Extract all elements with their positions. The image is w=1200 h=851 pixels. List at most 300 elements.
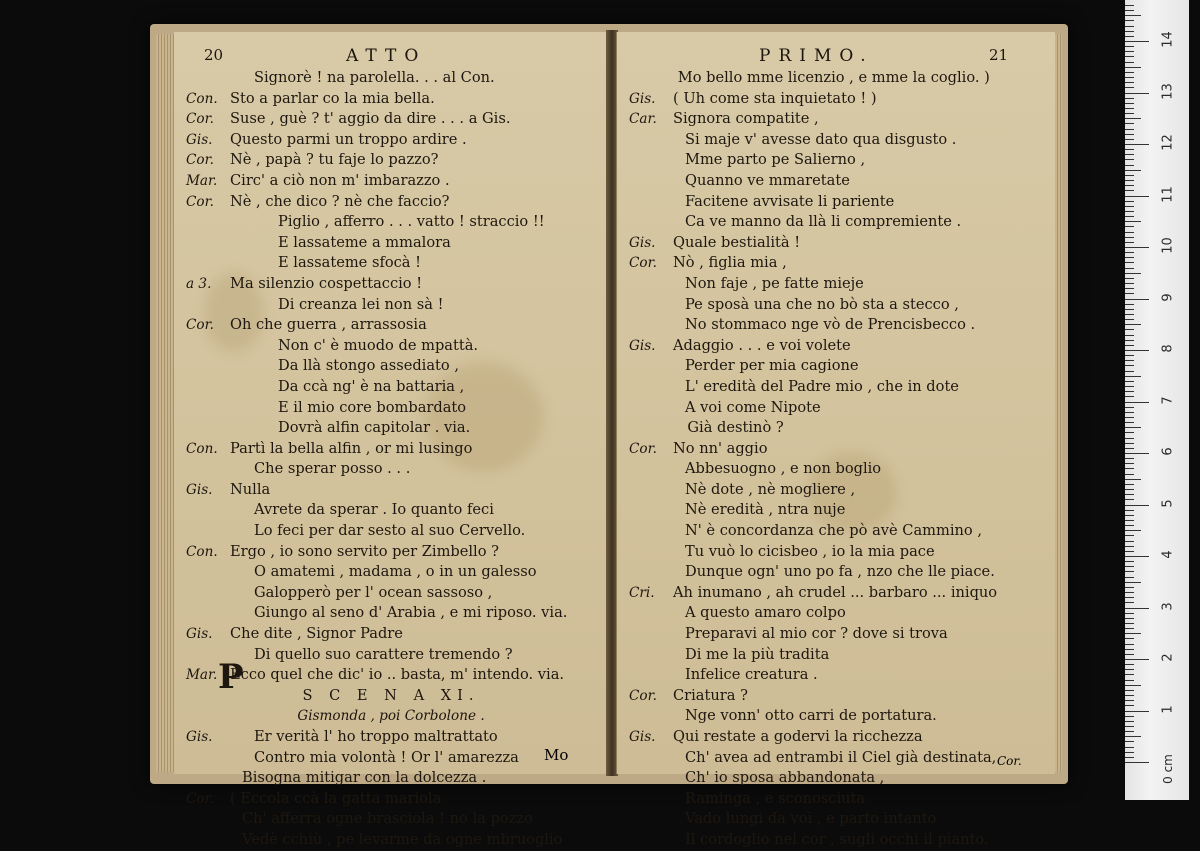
- scene-persons: Gismonda , poi Corbolone .: [297, 708, 485, 725]
- text-line: [617, 398, 1055, 419]
- ruler-tick: [1125, 705, 1134, 706]
- verse-text: Nge vonn' otto carri de portatura.: [685, 707, 937, 725]
- ruler-tick: [1125, 87, 1134, 88]
- page-edges-left: [156, 34, 174, 772]
- speaker-label: Mar.: [186, 667, 218, 684]
- ruler-tick: [1125, 484, 1134, 485]
- ruler-tick: [1125, 365, 1134, 366]
- verse-text: Nè dote , nè mogliere ,: [685, 480, 856, 498]
- verse-text: L' eredità del Padre mio , che in dote: [685, 377, 959, 395]
- ruler-tick: [1125, 237, 1134, 238]
- ruler-tick: [1125, 371, 1134, 372]
- ruler-tick: [1125, 448, 1134, 449]
- verse-text: Adaggio . . . e voi volete: [673, 336, 851, 354]
- right-text-block: [617, 68, 1055, 851]
- verse-text: Vedè cchiù , pe levarme da ogne mbruoglio: [242, 830, 563, 848]
- ruler-tick: [1125, 463, 1134, 464]
- ruler-tick: [1125, 118, 1141, 119]
- verse-text: Signora compatite ,: [673, 110, 819, 128]
- verse-text: Non c' è muodo de mpattà.: [278, 336, 479, 354]
- speaker-label: Gis.: [186, 729, 213, 745]
- ruler-tick: [1125, 628, 1134, 629]
- speaker-label: Cor.: [186, 152, 214, 169]
- verse-text: Ah inumano , ah crudel ... barbaro ... iniquo: [673, 583, 998, 601]
- ruler-tick: [1125, 458, 1134, 459]
- text-line: [174, 253, 608, 274]
- verse-text: O amatemi , madama , o in un galesso: [254, 563, 537, 581]
- ruler-tick: [1125, 695, 1134, 696]
- text-line: [174, 418, 608, 439]
- ruler-tick: [1125, 232, 1134, 233]
- ruler-tick: [1125, 690, 1134, 691]
- ruler-tick: [1125, 407, 1134, 408]
- ruler-tick: [1125, 757, 1134, 758]
- verse-text: Er verità l' ho troppo maltrattato: [254, 728, 498, 745]
- ruler-tick: [1125, 190, 1134, 191]
- ruler-tick: [1125, 499, 1134, 500]
- speaker-label: Gis.: [629, 729, 656, 745]
- ruler-tick: [1125, 602, 1134, 603]
- text-line: [174, 727, 608, 748]
- scene-heading: S C E N A XI.: [302, 686, 480, 704]
- text-line: [617, 665, 1055, 686]
- verse-text: Ergo , io sono servito per Zimbello ?: [230, 542, 499, 560]
- text-line: [174, 109, 608, 130]
- verse-text: Ma silenzio cospettaccio !: [230, 274, 423, 292]
- ruler-tick: [1125, 139, 1134, 140]
- ruler-tick: [1125, 412, 1134, 413]
- ruler-number: 3: [1160, 601, 1176, 611]
- ruler-tick: [1125, 618, 1134, 619]
- ruler-number: 12: [1160, 134, 1176, 151]
- verse-text: Tu vuò lo cicisbeo , io la mia pace: [685, 542, 935, 560]
- text-line: [174, 768, 608, 789]
- text-line: [617, 768, 1055, 789]
- verse-text: Nè eredità , ntra nuje: [685, 501, 846, 519]
- text-line: [174, 150, 608, 171]
- text-line: [617, 830, 1055, 851]
- page-number: 20: [204, 46, 224, 64]
- verse-text: ( Eccola ccà la gatta mariola: [230, 789, 442, 807]
- ruler-number: 13: [1160, 82, 1176, 100]
- ruler-tick: [1125, 319, 1134, 320]
- ruler-tick: [1125, 386, 1134, 387]
- verse-text: Infelice creatura .: [685, 666, 818, 684]
- text-line: [617, 150, 1055, 171]
- verse-text: Criatura ?: [673, 686, 748, 704]
- verse-text: Galopperò per l' ocean sassoso ,: [254, 583, 493, 601]
- ruler-tick: [1125, 355, 1134, 356]
- verse-text: Ch' afferra ogne brasciola ! no la pozzo: [242, 810, 533, 828]
- ruler-number: 7: [1160, 395, 1176, 405]
- text-line: [617, 439, 1055, 460]
- text-line: [617, 295, 1055, 316]
- ruler-tick: [1125, 613, 1134, 614]
- verse-text: Sto a parlar co la mia bella.: [230, 89, 435, 107]
- verse-text: Ch' avea ad entrambi il Ciel già destinata,: [685, 748, 997, 766]
- ruler-unit-label: 0 cm: [1160, 754, 1175, 784]
- ruler-tick: [1125, 510, 1134, 511]
- verse-text: Preparavi al mio cor ? dove si trova: [685, 625, 948, 643]
- verse-text: Di quello suo carattere tremendo ?: [254, 645, 513, 663]
- text-line: [617, 562, 1055, 583]
- text-line: [174, 583, 608, 604]
- speaker-label: Gis.: [629, 337, 656, 354]
- ruler-tick: [1125, 283, 1134, 284]
- open-book: [150, 24, 1068, 848]
- ruler-tick: [1125, 587, 1134, 588]
- verse-text: E il mio core bombardato: [278, 398, 467, 416]
- ruler-tick: [1125, 716, 1134, 717]
- ruler-tick: [1125, 721, 1134, 722]
- text-line: [174, 130, 608, 151]
- ruler-tick: [1125, 345, 1134, 346]
- verse-text: Raminga , e sconosciuta: [685, 789, 866, 807]
- ruler-tick: [1125, 175, 1134, 176]
- running-head: PRIMO.: [759, 46, 874, 66]
- ruler-tick: [1125, 56, 1134, 57]
- text-line: [174, 398, 608, 419]
- ruler-tick: [1125, 551, 1134, 552]
- speaker-label: Gis.: [629, 234, 656, 251]
- text-line: [174, 809, 608, 830]
- verse-text: Quale bestialità !: [673, 233, 801, 251]
- ruler-tick: [1125, 247, 1149, 248]
- text-line: [174, 233, 608, 254]
- ruler-tick: [1125, 376, 1141, 377]
- verse-text: Perder per mia cagione: [685, 357, 859, 375]
- ruler-tick: [1125, 309, 1134, 310]
- ruler-tick: [1125, 422, 1134, 423]
- ruler-tick: [1125, 201, 1134, 202]
- ruler-tick: [1125, 700, 1134, 701]
- ruler-tick: [1125, 26, 1134, 27]
- ruler-tick: [1125, 664, 1134, 665]
- ruler-tick: [1125, 129, 1134, 130]
- ruler-tick: [1125, 144, 1149, 145]
- ruler-tick: [1125, 391, 1134, 392]
- ruler-number: [1161, 0, 1176, 1]
- ruler-tick: [1125, 335, 1134, 336]
- ruler-number: 8: [1160, 344, 1176, 353]
- ruler-tick: [1125, 46, 1134, 47]
- ruler-tick: [1125, 196, 1149, 197]
- ruler-tick: [1125, 299, 1149, 300]
- ruler-tick: [1125, 592, 1134, 593]
- text-line: [617, 89, 1055, 110]
- ruler-tick: [1125, 262, 1134, 263]
- text-line: [617, 542, 1055, 563]
- ruler-tick: [1125, 226, 1134, 227]
- text-line: [174, 500, 608, 521]
- left-page-header: [174, 46, 608, 68]
- ruler-tick: [1125, 474, 1134, 475]
- ruler-tick: [1125, 170, 1141, 171]
- verse-text: Circ' a ciò non m' imbarazzo .: [230, 171, 450, 189]
- speaker-label: Con.: [186, 90, 218, 107]
- verse-text: N' è concordanza che pò avè Cammino ,: [685, 522, 982, 540]
- text-line: [617, 521, 1055, 542]
- ruler-tick: [1125, 324, 1141, 325]
- ruler-tick: [1125, 438, 1134, 439]
- verse-text: Che dite , Signor Padre: [230, 625, 403, 643]
- speaker-label: Cor.: [186, 790, 214, 807]
- text-line: [174, 212, 608, 233]
- verse-text: Che sperar posso . . .: [254, 460, 411, 478]
- speaker-label: Cor.: [186, 317, 214, 334]
- speaker-label: Cor.: [186, 193, 214, 210]
- verse-text: Nò , figlia mia ,: [673, 254, 787, 272]
- speaker-label: Con.: [186, 543, 218, 560]
- ruler-tick: [1125, 680, 1134, 681]
- ruler-tick: [1125, 726, 1134, 727]
- text-line: [617, 192, 1055, 213]
- text-line: [174, 315, 608, 336]
- scene-persons-line: [174, 706, 608, 727]
- ruler-tick: [1125, 149, 1134, 150]
- ruler-tick: [1125, 5, 1134, 6]
- text-line: [174, 439, 608, 460]
- text-line: [617, 109, 1055, 130]
- ruler-tick: [1125, 566, 1134, 567]
- ruler-tick: [1125, 41, 1149, 42]
- ruler-tick: [1125, 216, 1134, 217]
- speaker-label: Cor.: [186, 111, 214, 128]
- text-line: [174, 274, 608, 295]
- verse-text: E lassateme sfocà !: [278, 254, 422, 272]
- ruler-tick: [1125, 515, 1134, 516]
- text-line: [174, 480, 608, 501]
- ruler-tick: [1125, 159, 1134, 160]
- text-line: [617, 459, 1055, 480]
- verse-text: Non faje , pe fatte mieje: [685, 274, 864, 292]
- ruler-tick: [1125, 582, 1141, 583]
- ruler-number: 9: [1160, 292, 1176, 302]
- ruler-number: 10: [1160, 237, 1176, 254]
- text-line: [617, 377, 1055, 398]
- ruler-tick: [1125, 571, 1134, 572]
- verse-text: Nè , papà ? tu faje lo pazzo?: [230, 151, 439, 169]
- verse-text: Ch' io sposa abbandonata ,: [685, 769, 885, 787]
- ruler-tick: [1125, 644, 1134, 645]
- ruler-tick: [1125, 731, 1134, 732]
- text-line: [617, 68, 1055, 89]
- ruler-tick: [1125, 257, 1134, 258]
- speaker-label: Cor.: [629, 255, 657, 272]
- verse-text: Contro mia volontà ! Or l' amarezza: [254, 748, 519, 766]
- catchword: Cor.: [997, 754, 1022, 768]
- verse-text: Avrete da sperar . Io quanto feci: [254, 501, 494, 519]
- verse-text: Vado lungi da voi , e parto intanto: [685, 810, 937, 828]
- text-line: [174, 830, 608, 851]
- text-line: [174, 68, 608, 89]
- verse-text: Ca ve manno da llà li compremiente .: [685, 213, 962, 231]
- text-line: [174, 562, 608, 583]
- ruler-tick: [1125, 185, 1134, 186]
- ruler-tick: [1125, 31, 1134, 32]
- text-line: [617, 480, 1055, 501]
- verse-text: Si maje v' avesse dato qua disgusto .: [685, 130, 957, 148]
- verse-text: Ecco quel che dic' io .. basta, m' intendo. via.: [230, 666, 565, 684]
- ruler-tick: [1125, 51, 1134, 52]
- ruler-tick: [1125, 134, 1134, 135]
- verse-text: Mme parto pe Salierno ,: [685, 151, 866, 169]
- ruler-tick: [1125, 417, 1134, 418]
- speaker-label: Gis.: [629, 90, 656, 107]
- verse-text: Signorè ! na parolella. . . al Con.: [254, 69, 495, 86]
- text-line: [174, 789, 608, 810]
- left-text-block: [174, 68, 608, 851]
- ruler-tick: [1125, 15, 1141, 16]
- ruler-tick: [1125, 752, 1134, 753]
- verse-text: Di creanza lei non sà !: [278, 295, 444, 313]
- verse-text: Dovrà alfin capitolar . via.: [278, 419, 471, 437]
- text-line: [174, 336, 608, 357]
- verse-text: Quanno ve mmaretate: [685, 171, 850, 189]
- verse-text: Abbesuogno , e non boglio: [685, 460, 882, 478]
- ruler-tick: [1125, 479, 1141, 480]
- ruler-tick: [1125, 288, 1134, 289]
- ruler-tick: [1125, 273, 1141, 274]
- ruler-tick: [1125, 350, 1149, 351]
- ruler-tick: [1125, 123, 1134, 124]
- ruler-tick: [1125, 453, 1149, 454]
- catchword: Mo: [544, 746, 569, 764]
- text-line: [617, 233, 1055, 254]
- measurement-ruler: [1125, 0, 1189, 800]
- verse-text: Qui restate a godervi la ricchezza: [673, 728, 923, 745]
- ruler-tick: [1125, 396, 1134, 397]
- text-line: [617, 686, 1055, 707]
- ruler-tick: [1125, 278, 1134, 279]
- ruler-tick: [1125, 82, 1134, 83]
- text-line: [617, 336, 1055, 357]
- ruler-tick: [1125, 669, 1134, 670]
- ruler-tick: [1125, 381, 1134, 382]
- ruler-tick: [1125, 221, 1141, 222]
- ruler-tick: [1125, 329, 1134, 330]
- text-line: [617, 603, 1055, 624]
- ruler-number: 11: [1160, 185, 1176, 203]
- ruler-tick: [1125, 113, 1134, 114]
- verse-text: Lo feci per dar sesto al suo Cervello.: [254, 522, 526, 540]
- ruler-number: 5: [1160, 498, 1176, 508]
- ruler-tick: [1125, 711, 1149, 712]
- speaker-label: Mar.: [186, 172, 218, 189]
- ruler-tick: [1125, 659, 1149, 660]
- ruler-number: 1: [1160, 704, 1176, 714]
- text-line: [617, 130, 1055, 151]
- ruler-tick: [1125, 72, 1134, 73]
- ruler-tick: [1125, 314, 1134, 315]
- verse-text: Oh che guerra , arrassosia: [230, 316, 427, 334]
- running-head: ATTO: [346, 46, 427, 66]
- ruler-tick: [1125, 10, 1134, 11]
- ruler-tick: [1125, 211, 1134, 212]
- ruler-tick: [1125, 530, 1141, 531]
- verse-text: A voi come Nipote: [685, 398, 821, 416]
- text-line: [617, 418, 1055, 439]
- verse-text: Già destinò ?: [687, 419, 784, 437]
- ruler-tick: [1125, 242, 1134, 243]
- ruler-tick: [1125, 654, 1134, 655]
- ruler-tick: [1125, 77, 1134, 78]
- ruler-tick: [1125, 556, 1149, 557]
- text-line: [617, 748, 1055, 769]
- ruler-tick: [1125, 561, 1134, 562]
- ruler-tick: [1125, 154, 1134, 155]
- verse-text: Di me la più tradita: [685, 645, 830, 663]
- ruler-tick: [1125, 525, 1134, 526]
- text-line: [617, 212, 1055, 233]
- verse-text: No stommaco nge vò de Prencisbecco .: [685, 316, 976, 334]
- text-line: [617, 727, 1055, 748]
- ruler-tick: [1125, 165, 1134, 166]
- ruler-tick: [1125, 252, 1134, 253]
- ruler-tick: [1125, 741, 1134, 742]
- ruler-tick: [1125, 20, 1134, 21]
- verse-text: Questo parmi un troppo ardire .: [230, 130, 467, 148]
- verse-text: E lassateme a mmalora: [278, 233, 451, 251]
- verse-text: Pe sposà una che no bò sta a stecco ,: [685, 295, 959, 313]
- ruler-tick: [1125, 67, 1141, 68]
- text-line: [617, 645, 1055, 666]
- ruler-tick: [1125, 268, 1134, 269]
- verse-text: Piglio , afferro . . . vatto ! straccio !!: [278, 213, 545, 231]
- verse-text: Facitene avvisate li pariente: [685, 192, 895, 210]
- speaker-label: Cor.: [629, 440, 657, 457]
- speaker-label: Gis.: [186, 481, 213, 498]
- ruler-number: 4: [1160, 550, 1176, 559]
- text-line: [617, 624, 1055, 645]
- text-line: [174, 377, 608, 398]
- verse-text: Da ccà ng' è na battaria ,: [278, 377, 465, 395]
- ruler-tick: [1125, 638, 1134, 639]
- ruler-tick: [1125, 98, 1134, 99]
- ruler-tick: [1125, 427, 1141, 428]
- ruler-tick: [1125, 36, 1134, 37]
- text-line: [617, 809, 1055, 830]
- ruler-tick: [1125, 180, 1134, 181]
- verse-text: Nulla: [230, 480, 271, 498]
- verse-text: Dunque ogn' uno po fa , nzo che lle piace.: [685, 563, 995, 581]
- ruler-tick: [1125, 736, 1141, 737]
- verse-text: Mo bello mme licenzio , e mme la coglio. ): [677, 69, 990, 86]
- ruler-tick: [1125, 520, 1134, 521]
- verse-text: ( Uh come sta inquietato ! ): [673, 89, 877, 107]
- text-line: [617, 171, 1055, 192]
- ruler-tick: [1125, 206, 1134, 207]
- text-line: [617, 315, 1055, 336]
- ruler-tick: [1125, 546, 1134, 547]
- text-line: [174, 192, 608, 213]
- verse-text: Il cordoglio nel cor , sugli occhi il pianto.: [685, 830, 989, 848]
- text-line: [174, 603, 608, 624]
- verse-text: Bisogna mitigar con la dolcezza .: [242, 769, 487, 787]
- right-page-header: [617, 46, 1055, 68]
- ruler-tick: [1125, 577, 1134, 578]
- text-line: [174, 89, 608, 110]
- text-line: [617, 274, 1055, 295]
- text-line: [617, 253, 1055, 274]
- text-line: [174, 459, 608, 480]
- verse-text: No nn' aggio: [673, 439, 768, 457]
- ruler-tick: [1125, 505, 1149, 506]
- left-page: [174, 32, 609, 848]
- ruler-tick: [1125, 685, 1141, 686]
- ruler-tick: [1125, 489, 1134, 490]
- ruler-tick: [1125, 674, 1134, 675]
